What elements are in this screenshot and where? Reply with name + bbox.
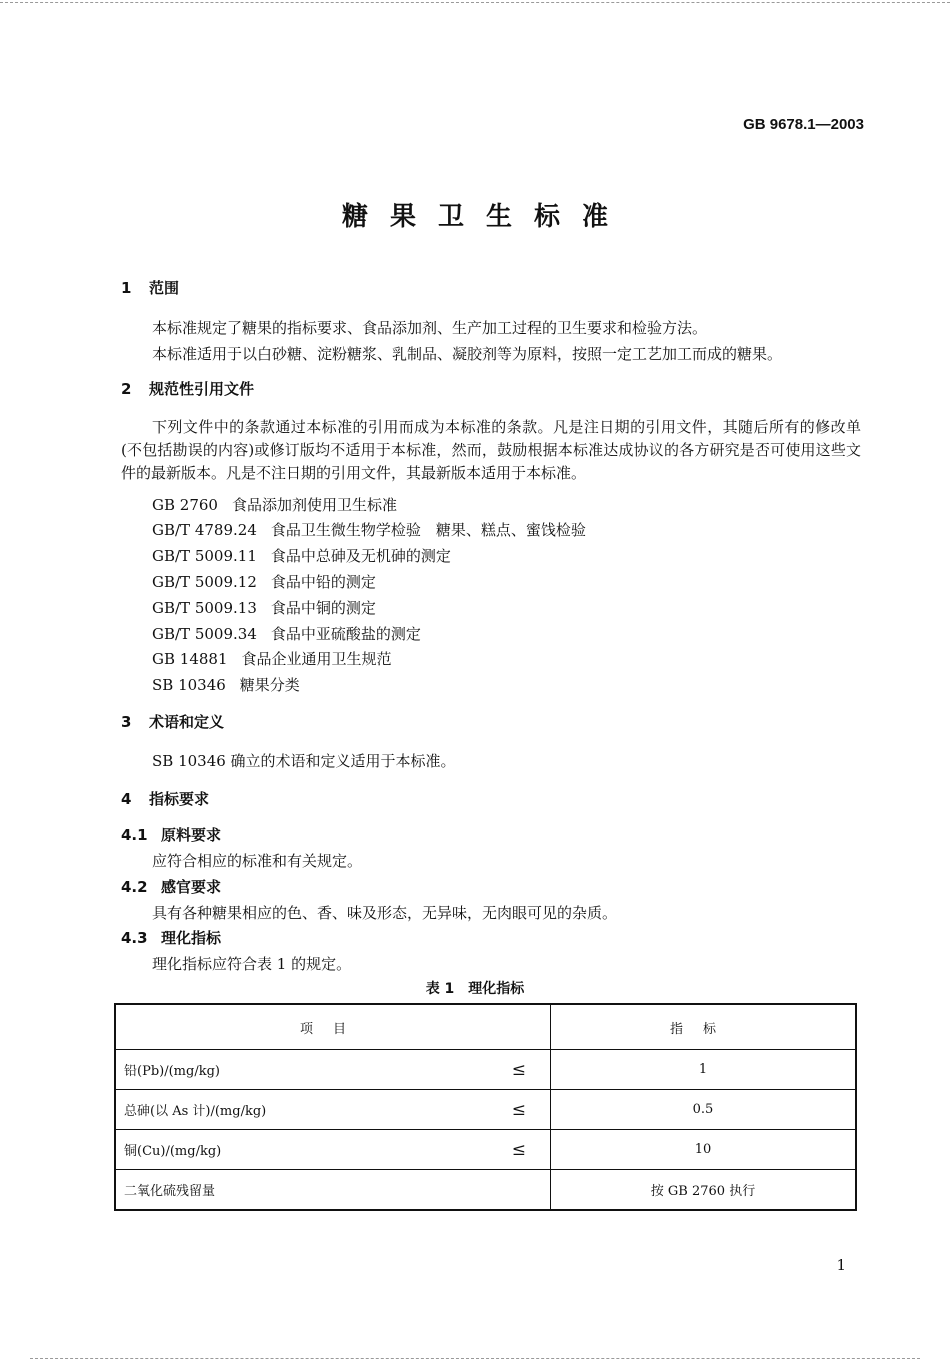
section-4-heading [121, 788, 209, 809]
reference-item [152, 519, 586, 540]
section-4-2-heading [121, 876, 221, 897]
table-cell-item [115, 1090, 551, 1130]
reference-code: GB/T 5009.11 [152, 547, 257, 565]
section-1-paragraph-1: 本标准规定了糖果的指标要求、食品添加剂、生产加工过程的卫生要求和检验方法。 [152, 319, 708, 337]
item-name: 铅(Pb)/(mg/kg) [124, 1064, 220, 1079]
less-equal-sign: ≤ [511, 1139, 526, 1160]
table-row [115, 1090, 856, 1130]
table-cell-value: 1 [551, 1050, 857, 1090]
section-title: 理化指标 [161, 929, 222, 947]
table-caption: 表 1 理化指标 [425, 981, 525, 997]
reference-name: 食品企业通用卫生规范 [241, 650, 392, 668]
table-header-row [115, 1004, 856, 1050]
document-title: 糖果卫生标准 [341, 202, 630, 232]
section-1-heading [121, 277, 179, 298]
section-number: 2 [121, 380, 132, 398]
section-4-3-heading [121, 927, 221, 948]
table-row [115, 1130, 856, 1170]
reference-item [152, 623, 421, 644]
table-header-value: 指标 [551, 1004, 857, 1050]
section-number: 4 [121, 790, 132, 808]
table-cell-item [115, 1170, 551, 1211]
reference-name: 食品中铜的测定 [270, 599, 376, 617]
reference-item [152, 648, 392, 669]
item-name: 二氧化硫残留量 [124, 1184, 216, 1199]
table-cell-item [115, 1050, 551, 1090]
less-equal-sign: ≤ [511, 1059, 526, 1080]
section-4-3-paragraph: 理化指标应符合表 1 的规定。 [152, 955, 352, 973]
reference-name: 食品卫生微生物学检验 糖果、糕点、蜜饯检验 [270, 521, 586, 539]
reference-code: GB/T 5009.34 [152, 625, 257, 643]
table-row [115, 1170, 856, 1211]
standard-code: GB 9678.1—2003 [743, 116, 864, 133]
section-3-heading [121, 711, 224, 732]
reference-item [152, 597, 376, 618]
section-title: 原料要求 [161, 826, 222, 844]
table-cell-item [115, 1130, 551, 1170]
reference-name: 食品中总砷及无机砷的测定 [270, 547, 451, 565]
table-cell-value: 0.5 [551, 1090, 857, 1130]
section-title: 术语和定义 [149, 713, 225, 731]
section-title: 感官要求 [161, 878, 222, 896]
reference-item [152, 494, 397, 515]
section-4-2-paragraph: 具有各种糖果相应的色、香、味及形态，无异味，无肉眼可见的杂质。 [152, 904, 618, 922]
section-number: 4.2 [121, 878, 148, 896]
item-name: 铜(Cu)/(mg/kg) [124, 1144, 222, 1159]
section-number: 3 [121, 713, 132, 731]
section-4-1-heading [121, 824, 221, 845]
reference-code: GB/T 5009.13 [152, 599, 257, 617]
reference-item [152, 545, 451, 566]
reference-item [152, 571, 376, 592]
reference-code: GB 2760 [152, 496, 218, 514]
section-2-paragraph: 下列文件中的条款通过本标准的引用而成为本标准的条款。凡是注日期的引用文件，其随后所有的修改单(不包括勘误的内容)或修订版均不适用于本标准，然而，鼓励根据本标准达成协议的各方研究是否可使用这些文件的最新版本。凡是不注日期的引用文件，其最新版本适用于本标准。 [121, 418, 861, 482]
section-title: 规范性引用文件 [149, 380, 255, 398]
reference-code: GB/T 4789.24 [152, 521, 257, 539]
section-title: 指标要求 [149, 790, 210, 808]
section-number: 4.1 [121, 826, 148, 844]
section-number: 4.3 [121, 929, 148, 947]
page-number: 1 [836, 1256, 846, 1274]
reference-name: 食品中铅的测定 [270, 573, 376, 591]
reference-name: 食品中亚硫酸盐的测定 [270, 625, 421, 643]
reference-name: 糖果分类 [239, 676, 300, 694]
reference-code: GB/T 5009.12 [152, 573, 257, 591]
section-3-paragraph: SB 10346 确立的术语和定义适用于本标准。 [152, 752, 456, 770]
table-cell-value: 10 [551, 1130, 857, 1170]
item-name: 总砷(以 As 计)/(mg/kg) [124, 1104, 267, 1119]
physicochemical-table [114, 1003, 857, 1211]
table-cell-value: 按 GB 2760 执行 [551, 1170, 857, 1211]
scan-edge-top [0, 2, 950, 3]
table-header-item: 项目 [115, 1004, 551, 1050]
section-title: 范围 [149, 279, 180, 297]
table-row [115, 1050, 856, 1090]
reference-item [152, 674, 300, 695]
less-equal-sign: ≤ [511, 1099, 526, 1120]
section-4-1-paragraph: 应符合相应的标准和有关规定。 [152, 852, 363, 870]
section-2-heading [121, 378, 254, 399]
section-1-paragraph-2: 本标准适用于以白砂糖、淀粉糖浆、乳制品、凝胶剂等为原料，按照一定工艺加工而成的糖果。 [152, 345, 783, 363]
scan-edge-bottom [30, 1358, 920, 1359]
section-number: 1 [121, 279, 132, 297]
reference-code: SB 10346 [152, 676, 226, 694]
reference-name: 食品添加剂使用卫生标准 [231, 496, 397, 514]
reference-code: GB 14881 [152, 650, 228, 668]
